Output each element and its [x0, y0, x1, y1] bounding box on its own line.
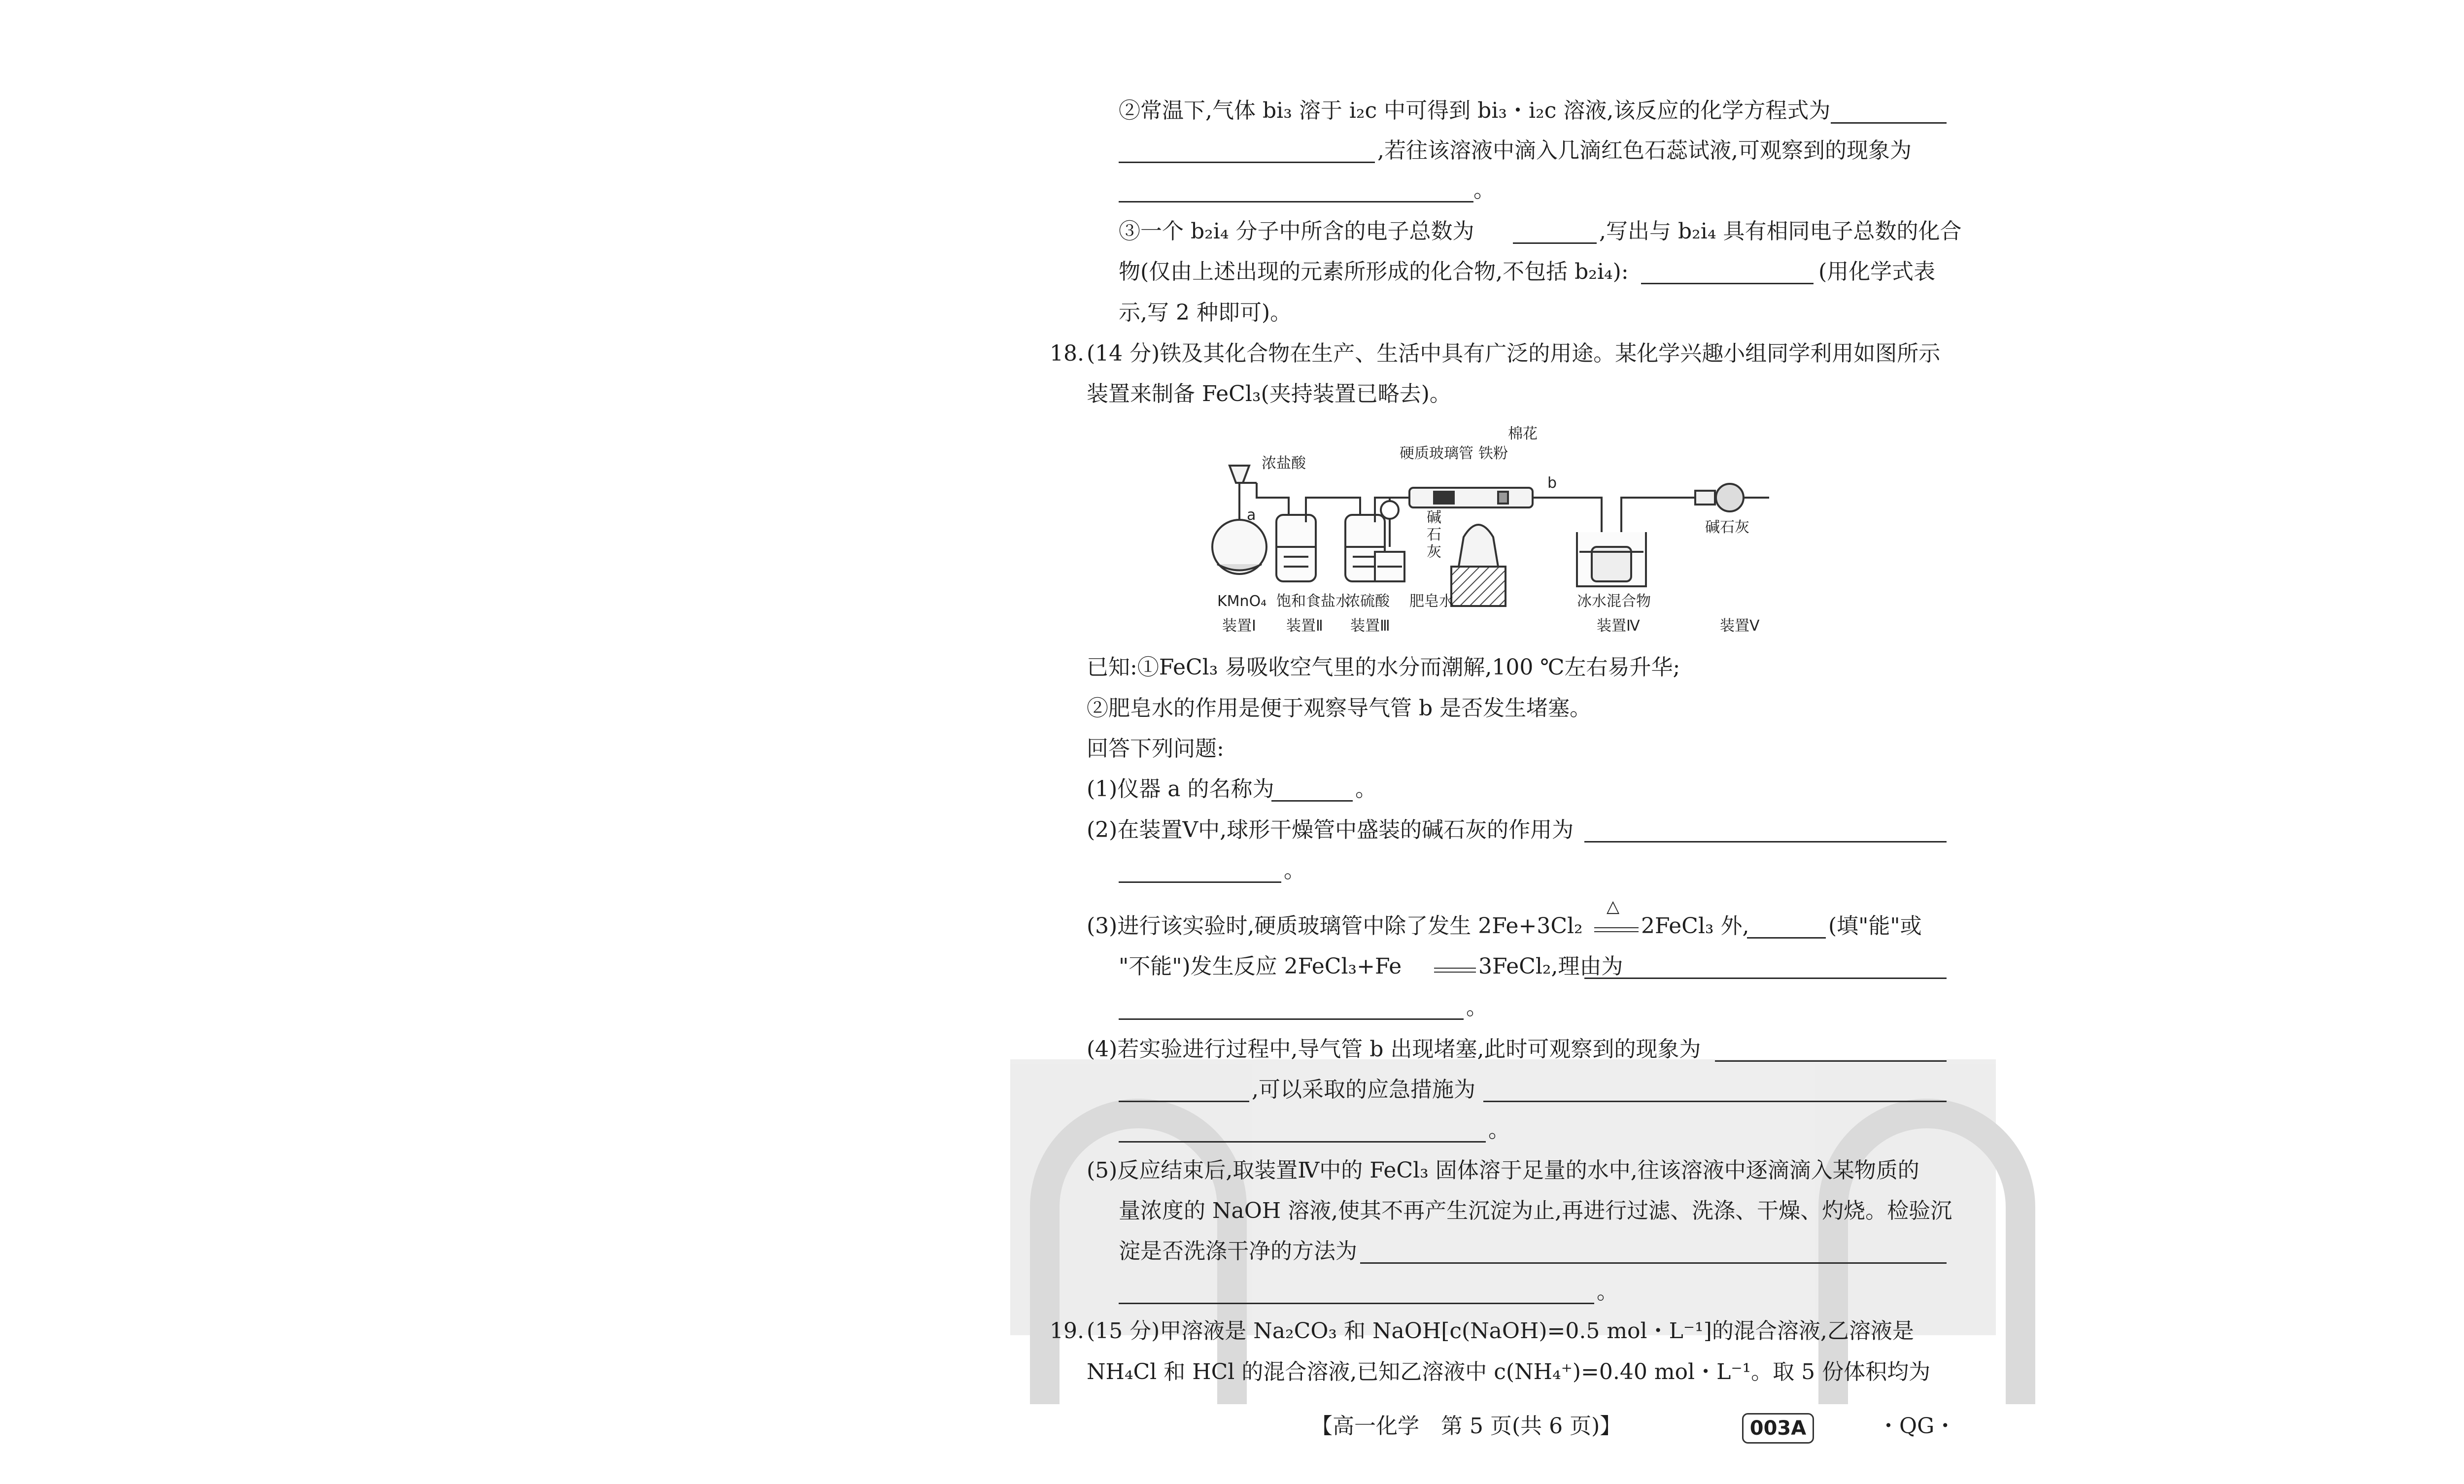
q18-p2-end: 。 — [1284, 858, 1305, 883]
answer-blank[interactable] — [1119, 1141, 1486, 1143]
reaction-arrow-top — [1594, 927, 1639, 928]
q18-p3-line1c: (填"能"或 — [1828, 913, 1922, 939]
answer-blank[interactable] — [1584, 978, 1947, 979]
answer-blank[interactable] — [1119, 881, 1281, 883]
q18-p3-line2a: "不能")发生反应 2FeCl₃+Fe — [1119, 954, 1402, 979]
q18-known2: ②肥皂水的作用是便于观察导气管 b 是否发生堵塞。 — [1087, 696, 1592, 721]
answer-blank[interactable] — [1831, 122, 1947, 124]
q18-p1: (1)仪器 a 的名称为 — [1087, 776, 1274, 802]
q17-part2-line2: ,若往该溶液中滴入几滴红色石蕊试液,可观察到的现象为 — [1377, 138, 1912, 163]
reaction-arrow-bottom — [1594, 931, 1639, 932]
device-label: 装置Ⅱ — [1286, 617, 1323, 635]
q18-p5-line2: 量浓度的 NaOH 溶液,使其不再产生沉淀为止,再进行过滤、洗涤、干燥、灼烧。检验沉 — [1119, 1198, 1952, 1223]
device-label: 装置Ⅰ — [1222, 617, 1256, 635]
q18-p3-line1a: (3)进行该实验时,硬质玻璃管中除了发生 2Fe+3Cl₂ — [1087, 913, 1583, 939]
answer-blank[interactable] — [1119, 162, 1375, 163]
apparatus-diagram — [1202, 424, 1794, 655]
q19-line1: (15 分)甲溶液是 Na₂CO₃ 和 NaOH[c(NaOH)=0.5 mol・L⁻¹]的混合溶液,乙溶液是 — [1087, 1318, 1914, 1344]
answer-blank[interactable] — [1119, 1018, 1464, 1020]
q18-p5-line3: 淀是否洗涤干净的方法为 — [1119, 1239, 1357, 1264]
q18-p5-end: 。 — [1597, 1279, 1618, 1304]
label-b: b — [1547, 474, 1557, 492]
equals-sign-bottom — [1434, 972, 1476, 973]
label-soda-lime: 碱石灰 — [1705, 519, 1749, 536]
answer-blank[interactable] — [1584, 841, 1947, 843]
q18-known1: 已知:①FeCl₃ 易吸收空气里的水分而潮解,100 ℃左右易升华; — [1087, 655, 1680, 680]
question-number: 19. — [1050, 1318, 1084, 1344]
answer-blank[interactable] — [1483, 1101, 1947, 1102]
label-cotton: 棉花 — [1508, 425, 1538, 442]
footer-mark: ・QG・ — [1878, 1414, 1956, 1439]
q17-part3-line2b: (用化学式表 — [1818, 259, 1936, 284]
label-lime: 石 — [1427, 526, 1441, 543]
q18-p4-line2: ,可以采取的应急措施为 — [1252, 1077, 1475, 1102]
answer-blank[interactable] — [1513, 242, 1597, 244]
q18-intro-line2: 装置来制备 FeCl₃(夹持装置已略去)。 — [1087, 381, 1451, 406]
q19-line2: NH₄Cl 和 HCl 的混合溶液,已知乙溶液中 c(NH₄⁺)=0.40 mol・L⁻¹。取 5 份体积均为 — [1087, 1359, 1931, 1384]
q17-part3-line1a: ③一个 b₂i₄ 分子中所含的电子总数为 — [1119, 219, 1474, 244]
footer-subject: 【高一化学 第 5 页(共 6 页)】 — [1311, 1414, 1622, 1439]
label-nacl: 饱和食盐水 — [1276, 593, 1350, 610]
q17-part3-line2a: 物(仅由上述出现的元素所形成的化合物,不包括 b₂i₄): — [1119, 259, 1629, 284]
answer-blank[interactable] — [1119, 1101, 1249, 1102]
device-label: 装置Ⅲ — [1350, 617, 1390, 635]
label-tube: 硬质玻璃管 — [1400, 445, 1473, 462]
label-lime: 灰 — [1427, 543, 1441, 561]
q18-intro-line1: (14 分)铁及其化合物在生产、生活中具有广泛的用途。某化学兴趣小组同学利用如图所示 — [1087, 341, 1941, 366]
exam-code-badge: 003A — [1742, 1413, 1814, 1444]
equals-sign-top — [1434, 968, 1476, 969]
label-a: a — [1247, 506, 1256, 524]
label-soap: 肥皂水 — [1409, 593, 1454, 610]
answer-blank[interactable] — [1747, 937, 1826, 939]
q18-p3-line1b: 2FeCl₃ 外, — [1641, 913, 1749, 939]
q18-p4-line1: (4)若实验进行过程中,导气管 b 出现堵塞,此时可观察到的现象为 — [1087, 1037, 1701, 1062]
device-label: 装置Ⅳ — [1597, 617, 1640, 635]
q18-p3-end: 。 — [1466, 995, 1488, 1020]
heat-symbol: △ — [1607, 897, 1620, 916]
label-h2so4: 浓硫酸 — [1345, 593, 1390, 610]
label-hcl: 浓盐酸 — [1262, 455, 1306, 472]
label-ice: 冰水混合物 — [1577, 593, 1651, 610]
q17-part2-line1: ②常温下,气体 bi₃ 溶于 i₂c 中可得到 bi₃・i₂c 溶液,该反应的化学方程式为 — [1119, 98, 1831, 123]
answer-blank[interactable] — [1715, 1060, 1947, 1062]
answer-blank[interactable] — [1119, 1303, 1594, 1304]
label-iron: 铁粉 — [1478, 445, 1508, 462]
question-number: 18. — [1050, 341, 1084, 366]
q18-p1-end: 。 — [1355, 776, 1377, 802]
q18-p4-end: 。 — [1488, 1117, 1510, 1143]
answer-blank[interactable] — [1119, 201, 1473, 202]
label-lime: 碱 — [1427, 509, 1441, 526]
q18-p5-line1: (5)反应结束后,取装置Ⅳ中的 FeCl₃ 固体溶于足量的水中,往该溶液中逐滴滴入某物质的 — [1087, 1158, 1919, 1183]
q17-part3-line1b: ,写出与 b₂i₄ 具有相同电子总数的化合 — [1599, 219, 1962, 244]
q18-p3-line2b: 3FeCl₂,理由为 — [1478, 954, 1623, 979]
q17-part2-line3-end: 。 — [1473, 177, 1495, 202]
q18-p2: (2)在装置Ⅴ中,球形干燥管中盛装的碱石灰的作用为 — [1087, 817, 1574, 843]
answer-blank[interactable] — [1271, 800, 1353, 802]
device-label: 装置Ⅴ — [1720, 617, 1760, 635]
q17-part3-line3: 示,写 2 种即可)。 — [1119, 300, 1292, 325]
label-kmno4: KMnO₄ — [1217, 593, 1267, 610]
q18-answer-prompt: 回答下列问题: — [1087, 736, 1224, 761]
answer-blank[interactable] — [1360, 1262, 1947, 1264]
answer-blank[interactable] — [1641, 283, 1814, 284]
